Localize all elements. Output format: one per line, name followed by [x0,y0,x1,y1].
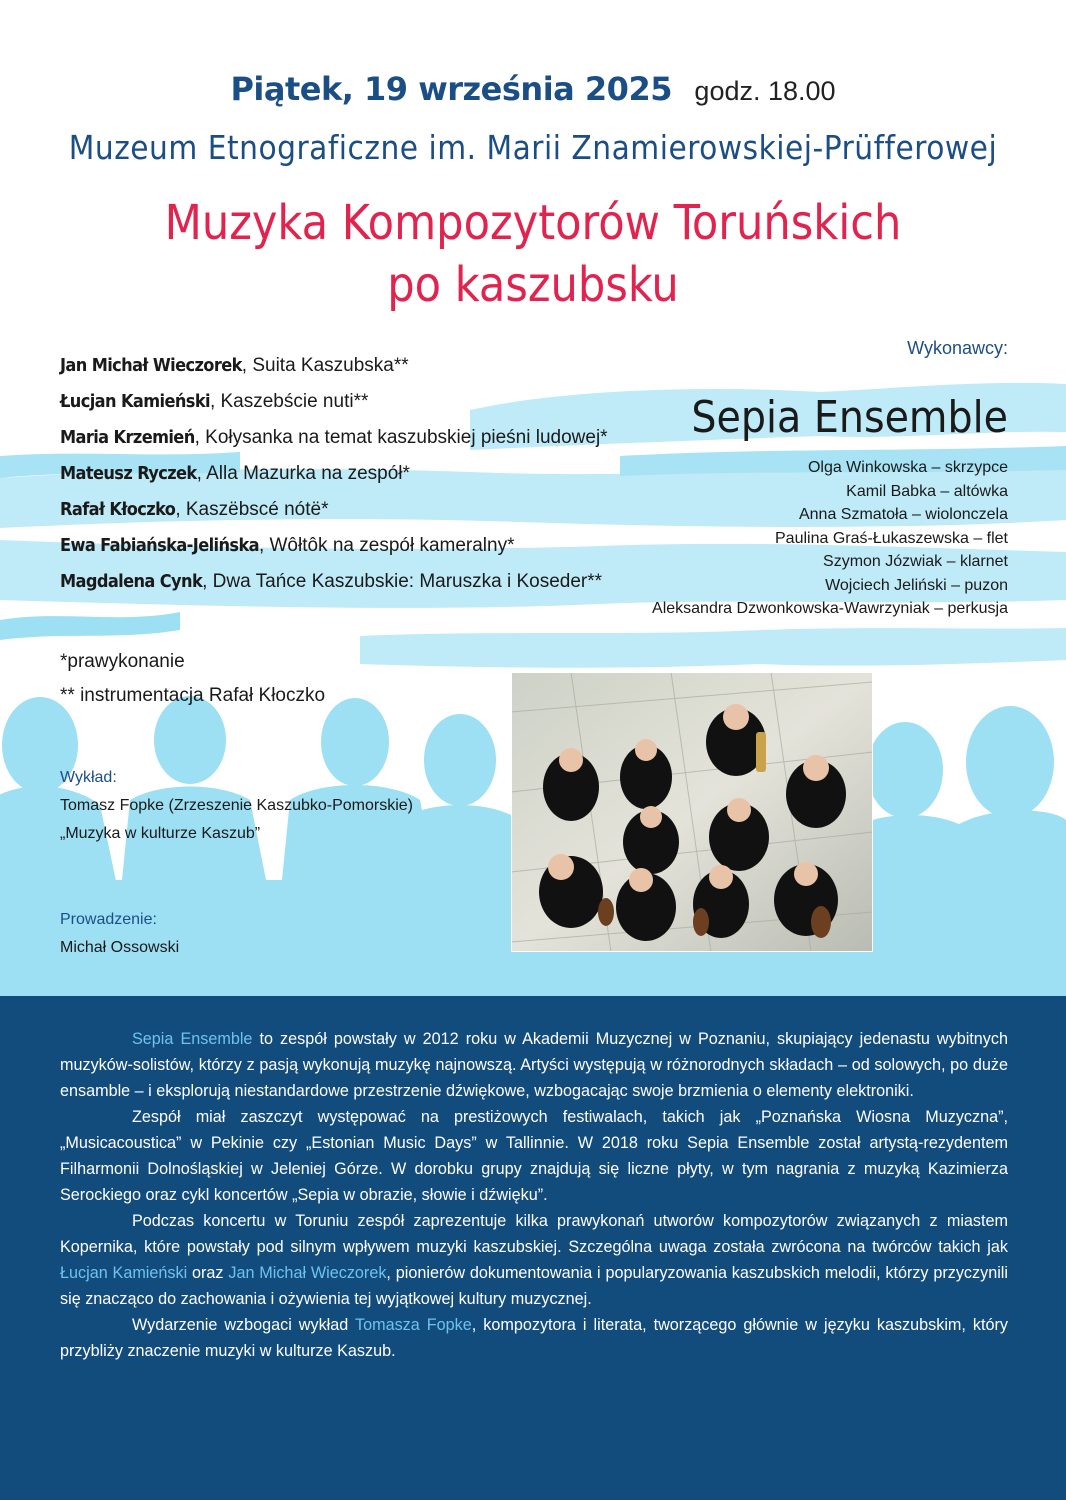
event-time: godz. 18.00 [694,76,836,106]
program-item [60,420,620,456]
description-paragraph: Zespół miał zaszczyt występować na prestiżowych festiwalach, takich jak „Poznańska Wiosna Muzyczna”, „Musicacoustica” w Pekinie czy „Estonian Music Days” w Tallinnie. W 2018 roku Sepia Ensemble został artystą-rezydentem Filharmonii Dolnośląskiej w Jeleniej Górze. W dorobku grupy znajdują się liczne płyty, w tym nagrania z muzyką Kazimierza Serockiego oraz cykl koncertów „Sepia w obrazie, słowie i dźwięku”. [60,1108,1008,1204]
concert-title-line1: Muzyka Kompozytorów Toruńskich [164,195,902,251]
program-item [60,456,620,492]
description-paragraph [60,1208,1008,1312]
program-item [60,492,620,528]
description-text [60,1026,1008,1364]
ensemble-photo [511,672,873,952]
member: Paulina Graś-Łukaszewska – flet [775,529,1008,547]
concert-title-line2: po kaszubsku [387,257,679,313]
concert-title [0,192,1066,316]
paragraph-text: Podczas koncertu w Toruniu zespół zaprezentuje kilka prawykonań utworów kompozytorów związanych z miastem Kopernika, które powstały pod silnym wpływem muzyki kaszubskiej. Szczególna uwaga została zwrócona na twórców takich jak [60,1212,1008,1256]
member: Anna Szmatoła – wiolonczela [798,506,1008,523]
event-date-line [0,70,1066,108]
member: Szymon Józwiak – klarnet [823,553,1008,570]
paragraph-text: oraz [187,1264,229,1282]
member: Wojciech Jeliński – puzon [825,576,1008,594]
lecture-topic: „Muzyka w kulturze Kaszub” [60,825,261,842]
lecture-label: Wykład: [60,769,117,786]
lecture-section [60,764,413,848]
host-name: Michał Ossowski [60,939,180,956]
work-title: , Alla Mazurka na zespół* [196,463,410,484]
program-item [60,384,620,420]
member: Olga Winkowska – skrzypce [807,459,1008,476]
work-title: , Dwa Tańce Kaszubskie: Maruszka i Koseder** [202,571,603,592]
description-paragraph [60,1312,1008,1364]
program-item [60,348,620,384]
work-title: , Kołysanka na temat kaszubskiej pieśni ludowej* [194,427,608,448]
premiere-note: *prawykonanie [60,651,185,672]
instrumentation-note: ** instrumentacja Rafał Kłoczko [60,685,326,706]
composer-name: Łucjan Kamieński [60,391,210,412]
program-item [60,564,620,600]
work-title: , Kaszebście nuti** [209,391,369,412]
program-notes [60,645,325,713]
composer-name: Mateusz Ryczek [60,463,197,484]
venue: Muzeum Etnograficzne im. Marii Znamierowskiej-Prüfferowej [68,128,998,167]
paragraph-text: , kompozytora i literata, tworzącego głównie w języku kaszubskim, który przybliży znaczenie muzyki w kulturze Kaszub. [60,1316,1008,1360]
program-list [60,348,620,600]
description-paragraph [60,1026,1008,1104]
composer-name: Jan Michał Wieczorek [60,355,242,376]
member: Kamil Babka – altówka [846,482,1008,500]
highlight-ensemble: Sepia Ensemble [132,1030,253,1048]
ensemble-members [652,456,1008,621]
performers-label: Wykonawcy: [907,338,1008,358]
paragraph-text: Wydarzenie wzbogaci wykład [132,1316,355,1334]
host-label: Prowadzenie: [60,911,157,928]
member: Aleksandra Dzwonkowska-Wawrzyniak – perkusja [652,600,1008,617]
composer-name: Rafał Kłoczko [60,499,176,520]
event-date: Piątek, 19 września 2025 [230,70,672,108]
highlight-composer: Jan Michał Wieczorek [228,1264,387,1282]
composer-name: Magdalena Cynk [60,571,203,592]
paragraph-text: , pionierów dokumentowania i popularyzowania kaszubskich melodii, którzy przyczynili się znacząco do zachowania i ożywienia tej wyjątkowej kultury muzycznej. [60,1264,1008,1308]
paragraph-text: to zespół powstały w 2012 roku w Akademii Muzycznej w Poznaniu, skupiający jedenastu wybitnych muzyków-solistów, którzy z pasją wykonują muzykę najnowszą. Artyści występują w różnorodnych składach – od solowych, po duże ensamble – i eksplorują niestandardowe przestrzenie dźwiękowe, wzbogacając swoje brzmienia o elementy elektroniki. [60,1030,1008,1100]
highlight-composer: Łucjan Kamieński [60,1264,188,1282]
brush-stroke [360,628,1066,668]
work-title: , Suita Kaszubska** [241,355,409,376]
highlight-lecturer: Tomasza Fopke [355,1316,472,1334]
work-title: , Kaszëbscé nótë* [175,499,329,520]
lecture-speaker: Tomasz Fopke (Zrzeszenie Kaszubko-Pomorskie) [60,797,414,814]
program-item [60,528,620,564]
host-section [60,906,179,962]
composer-name: Ewa Fabiańska-Jelińska [60,535,259,556]
ensemble-name: Sepia Ensemble [691,392,1008,443]
work-title: , Wôłtôk na zespół kameralny* [258,535,515,556]
composer-name: Maria Krzemień [60,427,195,448]
